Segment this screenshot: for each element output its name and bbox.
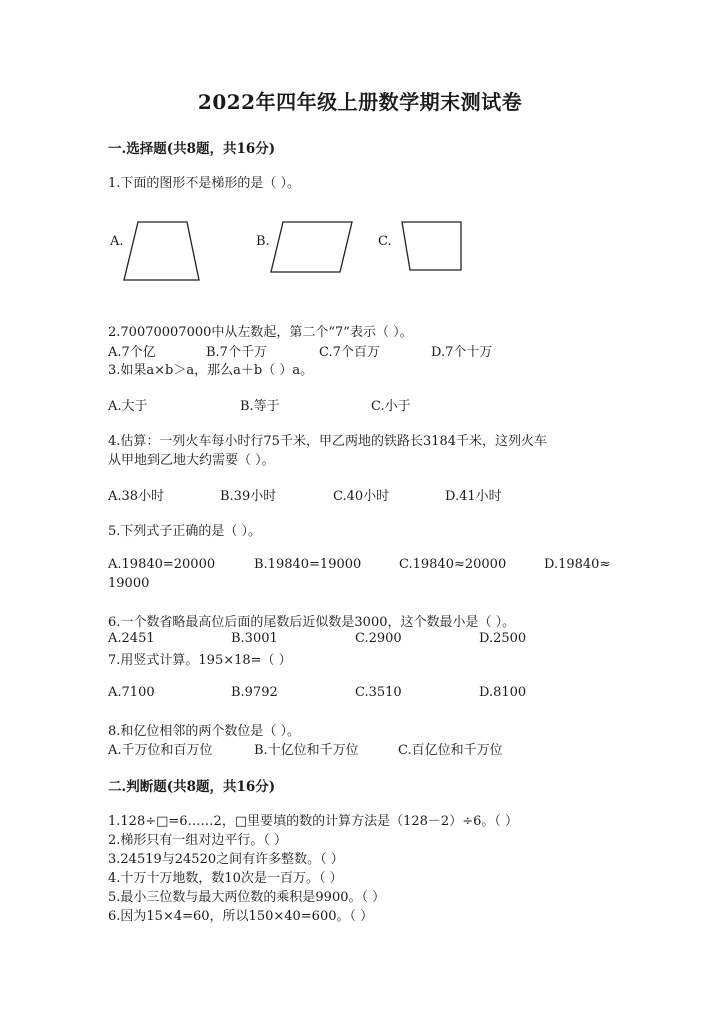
q5-option-a[interactable]: A.19840=20000 (108, 557, 216, 572)
question-4-line2: 从甲地到乙地大约需要（ ）。 (108, 453, 275, 468)
quadrilateral-c (402, 222, 461, 270)
q6-option-c[interactable]: C.2900 (355, 631, 402, 646)
judgement-item: 1.128÷□=6……2，□里要填的数的计算方法是（128－2）÷6。（ ） (108, 814, 518, 829)
judgement-item: 6.因为15×4=60，所以150×40=600。（ ） (108, 909, 374, 924)
q2-option-a[interactable]: A.7个亿 (108, 345, 156, 360)
judgement-item: 5.最小三位数与最大两位数的乘积是9900。（ ） (108, 890, 386, 905)
question-2: 2.70070007000中从左数起，第二个“7”表示（ ）。 (108, 325, 413, 340)
section-header-judgement: 二.判断题(共8题，共16分) (108, 779, 276, 795)
judgement-item: 3.24519与24520之间有许多整数。（ ） (108, 852, 344, 867)
q3-option-a[interactable]: A.大于 (108, 399, 148, 414)
parallelogram-b (271, 222, 352, 272)
q4-option-a[interactable]: A.38小时 (108, 489, 165, 504)
trapezoid-a (124, 222, 199, 280)
q5-option-d[interactable]: D.19840≈ (544, 557, 611, 572)
q7-option-b[interactable]: B.9792 (231, 685, 278, 700)
figure-label-b: B. (256, 234, 270, 249)
q7-option-c[interactable]: C.3510 (355, 685, 402, 700)
q2-option-b[interactable]: B.7个千万 (206, 345, 267, 360)
q8-option-a[interactable]: A.千万位和百万位 (108, 743, 213, 758)
figure-label-a: A. (110, 234, 124, 249)
section-header-choice: 一.选择题(共8题，共16分) (108, 141, 276, 157)
q6-option-b[interactable]: B.3001 (231, 631, 278, 646)
question-1: 1.下面的图形不是梯形的是（ ）。 (108, 176, 301, 191)
q5-option-d-wrap: 19000 (108, 576, 150, 591)
question-5: 5.下列式子正确的是（ ）。 (108, 524, 262, 539)
q3-option-c[interactable]: C.小于 (371, 399, 411, 414)
q4-option-d[interactable]: D.41小时 (445, 489, 502, 504)
question-3: 3.如果a×b＞a，那么a＋b（ ）a。 (108, 363, 314, 378)
q6-option-d[interactable]: D.2500 (479, 631, 527, 646)
judgement-item: 2.梯形只有一组对边平行。（ ） (108, 833, 288, 848)
q8-option-c[interactable]: C.百亿位和千万位 (398, 743, 503, 758)
q3-option-b[interactable]: B.等于 (240, 399, 280, 414)
question-6: 6.一个数省略最高位后面的尾数后近似数是3000，这个数最小是（ ）。 (108, 615, 516, 630)
question-7: 7.用竖式计算。195×18=（ ） (108, 653, 292, 668)
page-title: 2022年四年级上册数学期末测试卷 (197, 90, 523, 114)
q7-option-d[interactable]: D.8100 (479, 685, 527, 700)
q2-option-c[interactable]: C.7个百万 (319, 345, 380, 360)
judgement-item: 4.十万十万地数，数10次是一百万。（ ） (108, 871, 343, 886)
q4-option-c[interactable]: C.40小时 (333, 489, 390, 504)
q2-option-d[interactable]: D.7个十万 (431, 345, 493, 360)
shape-figures (0, 210, 720, 290)
q6-option-a[interactable]: A.2451 (108, 631, 155, 646)
figure-label-c: C. (378, 234, 392, 249)
q7-option-a[interactable]: A.7100 (108, 685, 155, 700)
question-8: 8.和亿位相邻的两个数位是（ ）。 (108, 724, 301, 739)
q4-option-b[interactable]: B.39小时 (220, 489, 277, 504)
q8-option-b[interactable]: B.十亿位和千万位 (254, 743, 359, 758)
question-4-line1: 4.估算：一列火车每小时行75千米，甲乙两地的铁路长3184千米，这列火车 (108, 434, 548, 449)
q5-option-c[interactable]: C.19840≈20000 (399, 557, 507, 572)
q5-option-b[interactable]: B.19840=19000 (254, 557, 362, 572)
